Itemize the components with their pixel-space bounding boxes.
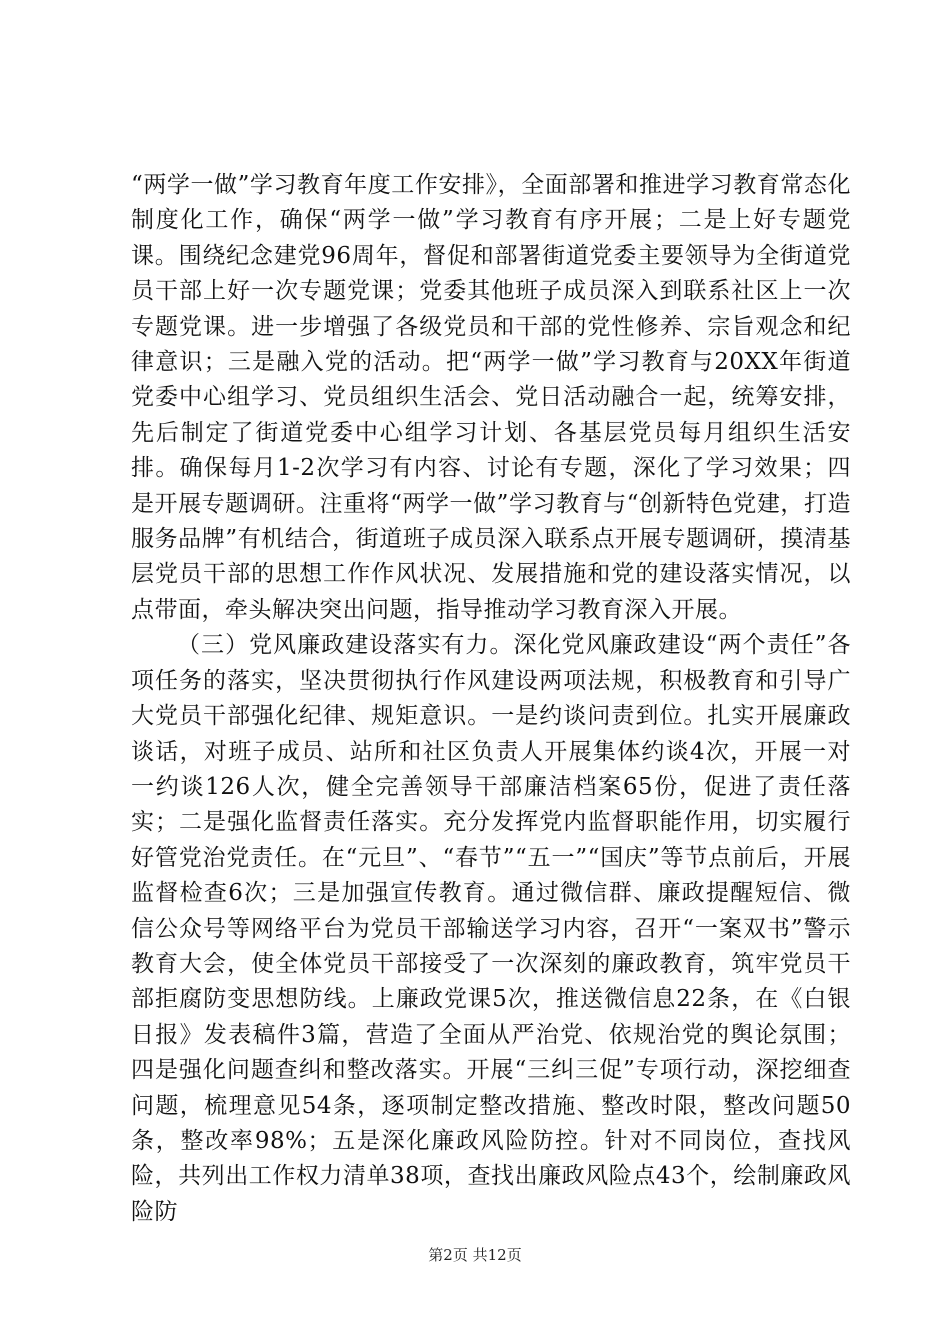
- document-body: [131, 168, 851, 1230]
- page-number-footer: 第2页 共12页: [428, 1246, 522, 1264]
- paragraph-section-three: （三）党风廉政建设落实有力。深化党风廉政建设“两个责任”各项任务的落实，坚决贯彻执行作风建设两项法规，积极教育和引导广大党员干部强化纪律、规矩意识。一是约谈问责到位。扎实开展廉政谈话，对班子成员、站所和社区负责人开展集体约谈4次，开展一对一约谈126人次，健全完善领导干部廉洁档案65份，促进了责任落实；二是强化监督责任落实。充分发挥党内监督职能作用，切实履行好管党治党责任。在“元旦”、“春节”“五一”“国庆”等节点前后，开展监督检查6次；三是加强宣传教育。通过微信群、廉政提醒短信、微信公众号等网络平台为党员干部输送学习内容，召开“一案双书”警示教育大会，使全体党员干部接受了一次深刻的廉政教育，筑牢党员干部拒腐防变思想防线。上廉政党课5次，推送微信息22条，在《白银日报》发表稿件3篇，营造了全面从严治党、依规治党的舆论氛围；四是强化问题查纠和整改落实。开展“三纠三促”专项行动，深挖细查问题，梳理意见54条，逐项制定整改措施、整改时限，整改问题50条，整改率98%；五是深化廉政风险防控。针对不同岗位，查找风险，共列出工作权力清单38项，查找出廉政风险点43个，绘制廉政风险防: [131, 632, 851, 1225]
- paragraph-continuation: “两学一做”学习教育年度工作安排》，全面部署和推进学习教育常态化制度化工作，确保“两学一做”学习教育有序开展；二是上好专题党课。围绕纪念建党96周年，督促和部署街道党委主要领导为全街道党员干部上好一次专题党课；党委其他班子成员深入到联系社区上一次专题党课。进一步增强了各级党员和干部的党性修养、宗旨观念和纪律意识；三是融入党的活动。把“两学一做”学习教育与20XX年街道党委中心组学习、党员组织生活会、党日活动融合一起，统筹安排，先后制定了街道党委中心组学习计划、各基层党员每月组织生活安排。确保每月1-2次学习有内容、讨论有专题，深化了学习效果；四是开展专题调研。注重将“两学一做”学习教育与“创新特色党建，打造服务品牌”有机结合，街道班子成员深入联系点开展专题调研，摸清基层党员干部的思想工作作风状况、发展措施和党的建设落实情况，以点带面，牵头解决突出问题，指导推动学习教育深入开展。: [131, 172, 851, 623]
